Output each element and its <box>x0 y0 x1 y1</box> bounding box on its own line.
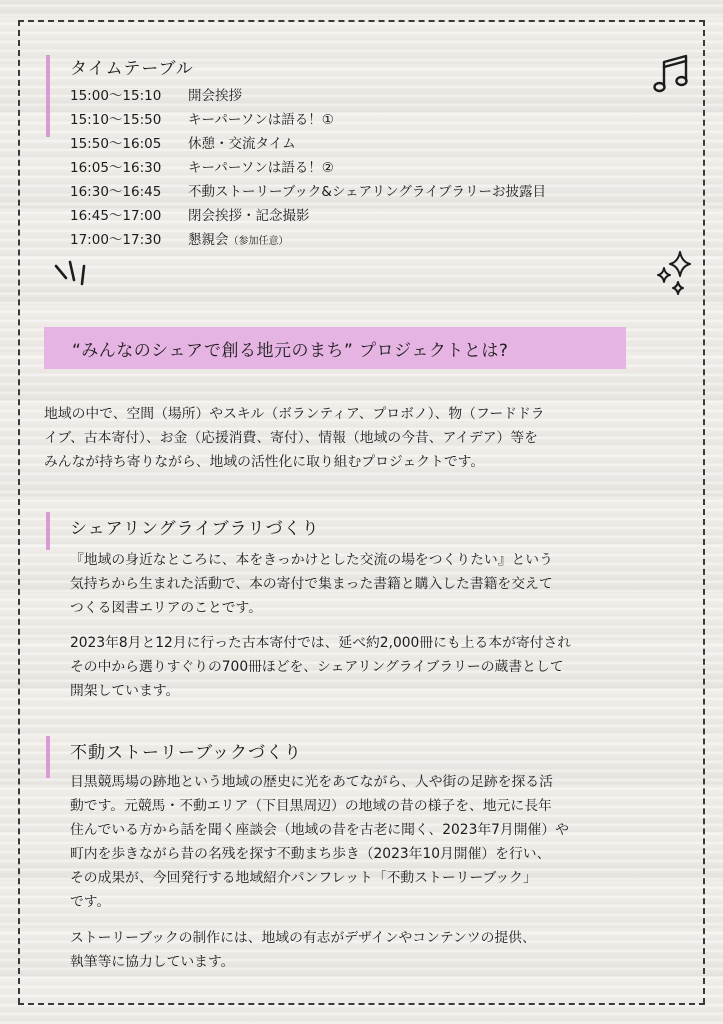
text-line: 気持ちから生まれた活動で、本の寄付で集まった書籍と購入した書籍を交えて <box>70 576 553 592</box>
project-banner-text: “みんなのシェアで創る地元のまち” プロジェクトとは? <box>72 341 509 361</box>
timetable-label: 閉会挨拶・記念撮影 <box>188 208 310 224</box>
text-line: です。 <box>70 894 111 910</box>
timetable-row <box>70 204 310 224</box>
library-title: シェアリングライブラリづくり <box>70 519 320 539</box>
text-line: イブ、古本寄付）、お金（応援消費、寄付）、情報（地域の今昔、アイデア）等を <box>44 430 538 446</box>
timetable-time: 15:50〜16:05 <box>70 136 162 152</box>
dashed-border-bottom <box>18 1003 705 1005</box>
timetable-label: キーパーソンは語る！① <box>188 112 334 128</box>
timetable-row <box>70 132 296 152</box>
library-paragraph-2 <box>70 631 571 703</box>
storybook-title: 不動ストーリーブックづくり <box>70 743 302 763</box>
timetable-row <box>70 156 334 176</box>
timetable-row <box>70 228 289 248</box>
text-line: 町内を歩きながら昔の名残を探す不動まち歩き（2023年10月開催）を行い、 <box>70 846 551 862</box>
timetable-row <box>70 180 546 200</box>
text-line: 住んでいる方から話を聞く座談会（地域の昔を古老に聞く、2023年7月開催）や <box>70 822 569 838</box>
timetable-title: タイムテーブル <box>70 59 194 79</box>
text-line: 動です。元競馬・不動エリア（下目黒周辺）の地域の昔の様子を、地元に長年 <box>70 798 552 814</box>
text-line: ストーリーブックの制作には、地域の有志がデザインやコンテンツの提供、 <box>70 930 536 946</box>
timetable-label: 開会挨拶 <box>188 88 242 104</box>
timetable-row <box>70 108 334 128</box>
text-line: みんなが持ち寄りながら、地域の活性化に取り組むプロジェクトです。 <box>44 454 485 470</box>
timetable-label: キーパーソンは語る！② <box>188 160 334 176</box>
text-line: 目黒競馬場の跡地という地域の歴史に光をあてながら、人や街の足跡を探る活 <box>70 774 553 790</box>
section-accent-bar <box>46 512 50 550</box>
timetable-label: 懇親会 <box>188 232 229 248</box>
music-note-icon <box>652 52 692 96</box>
text-line: 地域の中で、空間（場所）やスキル（ボランティア、プロボノ）、物（フードドラ <box>44 406 545 422</box>
dashed-border-right <box>703 20 705 1004</box>
text-line: 執筆等に協力しています。 <box>70 954 235 970</box>
timetable-label: 不動ストーリーブック&シェアリングライブラリーお披露目 <box>188 184 547 200</box>
text-line: つくる図書エリアのことです。 <box>70 600 263 616</box>
text-line: 2023年8月と12月に行った古本寄付では、延べ約2,000冊にも上る本が寄付され <box>70 635 572 651</box>
library-paragraph-1 <box>70 548 553 620</box>
sparkle-icon <box>654 250 694 298</box>
storybook-paragraph-2 <box>70 926 536 974</box>
timetable-time: 16:45〜17:00 <box>70 208 162 224</box>
text-line: 開架しています。 <box>70 683 180 699</box>
storybook-paragraph-1 <box>70 770 569 914</box>
timetable-time: 16:05〜16:30 <box>70 160 162 176</box>
project-description <box>44 402 545 474</box>
timetable-time: 16:30〜16:45 <box>70 184 162 200</box>
timetable-note: （参加任意） <box>228 236 289 247</box>
timetable-time: 17:00〜17:30 <box>70 232 162 248</box>
dashed-border-top <box>18 20 705 22</box>
text-line: その中から選りすぐりの700冊ほどを、シェアリングライブラリーの蔵書として <box>70 659 564 675</box>
emphasis-lines-icon <box>52 258 92 288</box>
timetable-label: 休憩・交流タイム <box>188 136 296 152</box>
section-accent-bar <box>46 736 50 778</box>
section-accent-bar <box>46 55 50 137</box>
text-line: 『地域の身近なところに、本をきっかけとした交流の場をつくりたい』という <box>70 552 553 568</box>
timetable-row <box>70 84 242 104</box>
timetable-time: 15:00〜15:10 <box>70 88 162 104</box>
timetable-time: 15:10〜15:50 <box>70 112 162 128</box>
text-line: その成果が、今回発行する地域紹介パンフレット「不動ストーリーブック」 <box>70 870 537 886</box>
dashed-border-left <box>18 20 20 1004</box>
